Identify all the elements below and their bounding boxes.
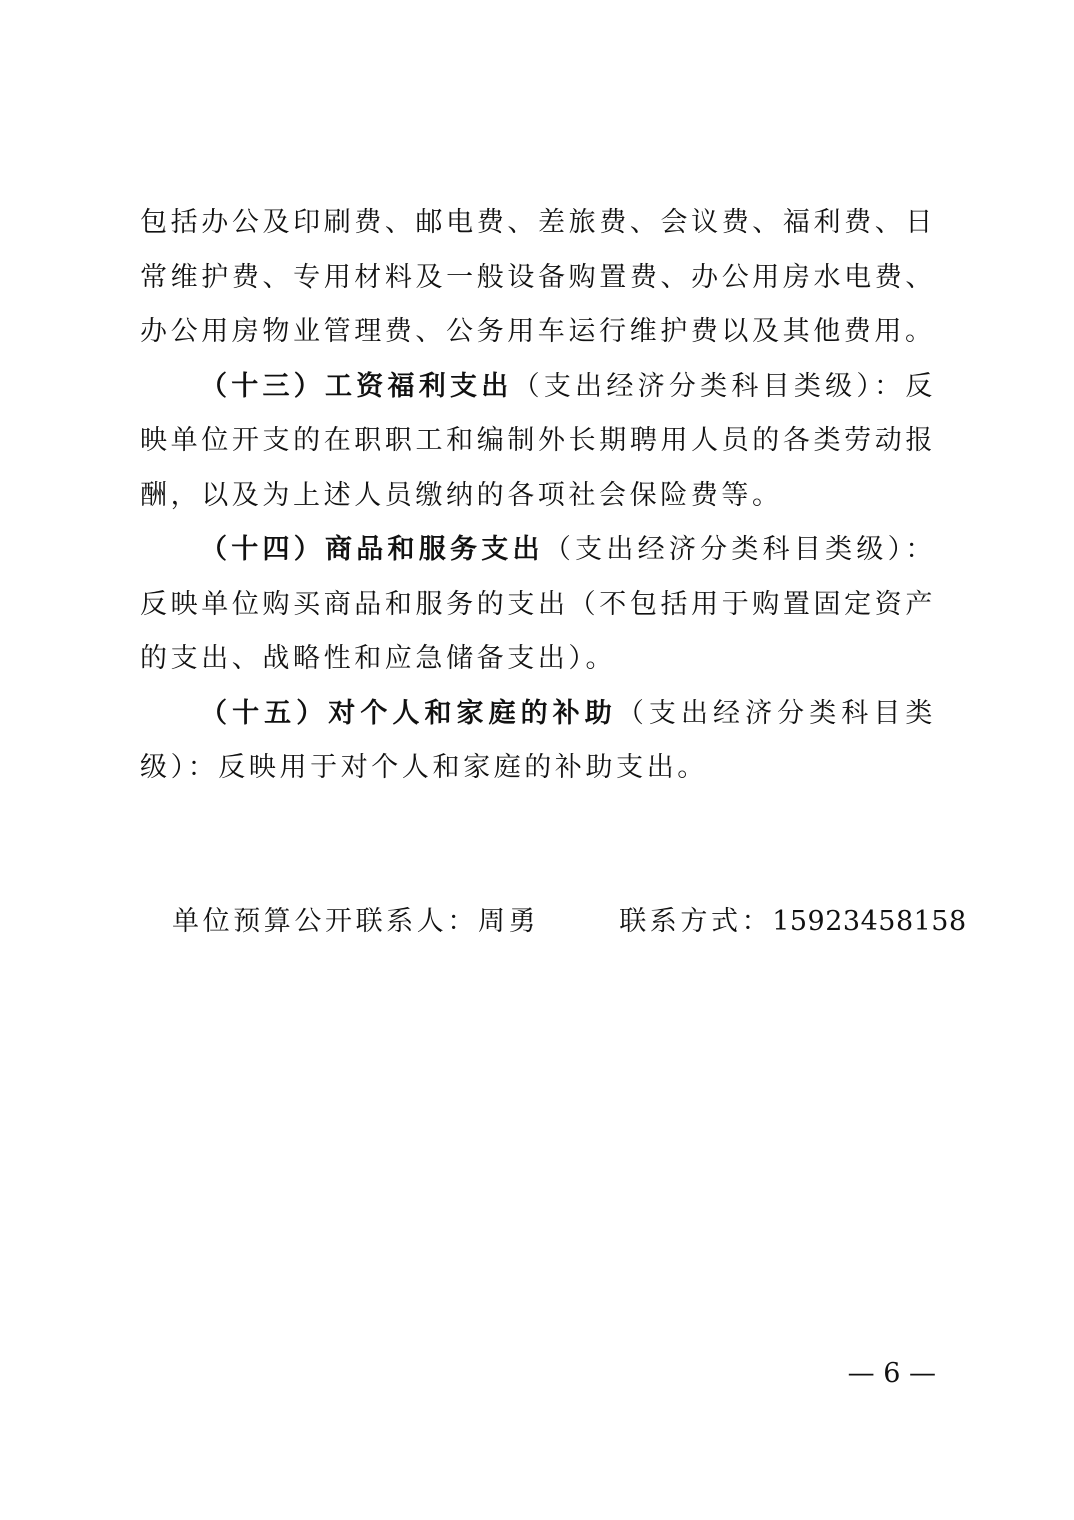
contact-person-label: 单位预算公开联系人：	[172, 906, 478, 937]
paragraph-wages-welfare	[140, 360, 936, 524]
paragraph-heading: （十三）工资福利支出	[200, 370, 513, 402]
document-body	[140, 196, 936, 796]
contact-phone-number: 15923458158	[772, 906, 967, 937]
paragraph-household-subsidy	[140, 687, 936, 796]
paragraph-heading: （十四）商品和服务支出	[200, 534, 544, 565]
paragraph-heading: （十五）对个人和家庭的补助	[200, 697, 617, 729]
paragraph-body: （支出经济分类科目类级）：反映单位购买商品和服务的支出（不包括用于购置固定资产的支出、战略性和应急储备支出）。	[140, 534, 936, 674]
paragraph-expense-continuation	[140, 196, 936, 360]
contact-phone-label: 联系方式：	[619, 906, 773, 937]
paragraph-body: （支出经济分类科目类级）：反映单位开支的在职职工和编制外长期聘用人员的各类劳动报酬，以及为上述人员缴纳的各项社会保险费等。	[140, 370, 936, 511]
paragraph-body: （支出经济分类科目类级）：反映用于对个人和家庭的补助支出。	[140, 697, 936, 783]
paragraph-goods-services	[140, 523, 936, 687]
page-number: — 6 —	[847, 1358, 936, 1389]
contact-line	[172, 900, 967, 944]
paragraph-body: 包括办公及印刷费、邮电费、差旅费、会议费、福利费、日常维护费、专用材料及一般设备购置费、办公用房水电费、办公用房物业管理费、公务用车运行维护费以及其他费用。	[140, 207, 936, 347]
contact-person-name: 周勇	[478, 906, 540, 937]
